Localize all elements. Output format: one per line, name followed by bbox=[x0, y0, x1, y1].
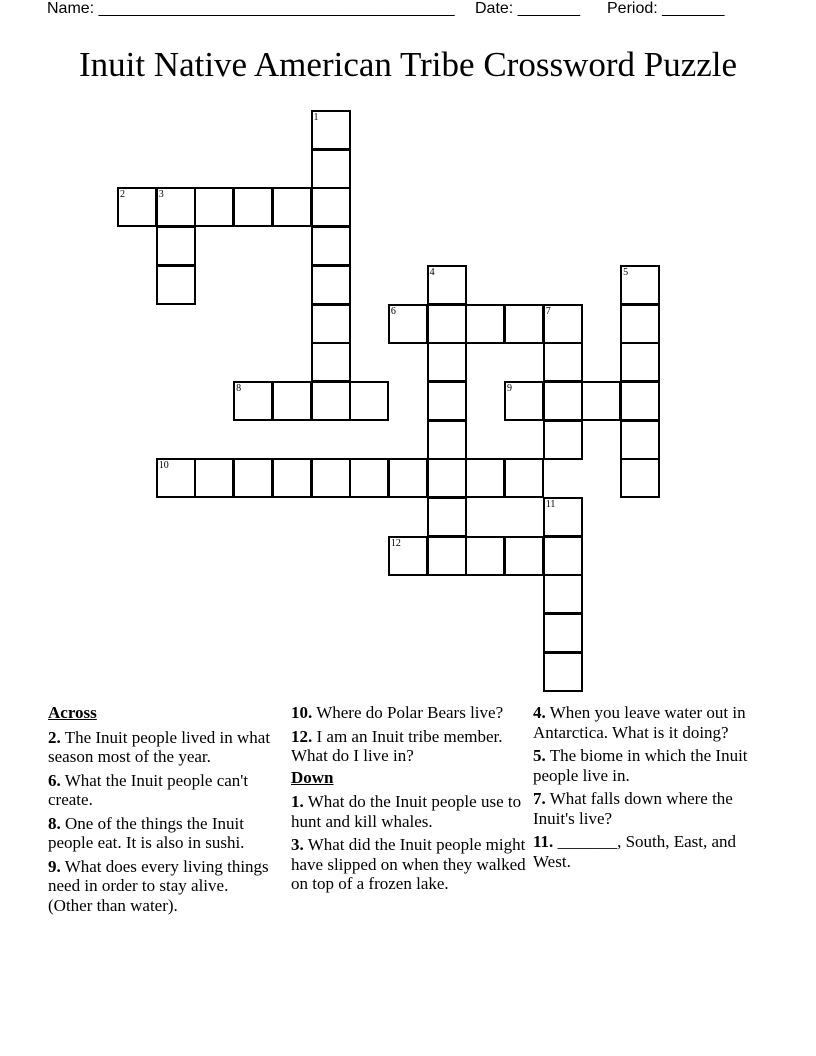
clues-column-3 bbox=[533, 703, 763, 875]
clues-column-2 bbox=[291, 703, 527, 898]
crossword-cell[interactable] bbox=[349, 458, 389, 498]
crossword-cell[interactable] bbox=[620, 420, 660, 460]
clue-across-8 bbox=[48, 814, 276, 853]
crossword-cell[interactable] bbox=[543, 420, 583, 460]
page-title: Inuit Native American Tribe Crossword Puzzle bbox=[78, 45, 738, 84]
clue-across-12 bbox=[291, 727, 527, 766]
crossword-cell[interactable] bbox=[117, 187, 157, 227]
clue-text: _______, South, East, and West. bbox=[533, 832, 737, 871]
clue-number-label: 2 bbox=[120, 189, 125, 201]
crossword-cell[interactable] bbox=[311, 381, 351, 421]
crossword-cell[interactable] bbox=[620, 381, 660, 421]
clue-across-9 bbox=[48, 857, 276, 916]
crossword-cell[interactable] bbox=[194, 187, 234, 227]
across-heading: Across bbox=[48, 703, 97, 722]
crossword-cell[interactable] bbox=[427, 265, 467, 305]
crossword-cell[interactable] bbox=[272, 187, 312, 227]
clue-number-label: 10 bbox=[158, 460, 169, 472]
clue-number: 11. bbox=[533, 832, 554, 851]
clue-number: 6. bbox=[48, 770, 61, 790]
clue-across-6 bbox=[48, 771, 276, 810]
crossword-cell[interactable] bbox=[233, 381, 273, 421]
clue-number: 3. bbox=[291, 835, 304, 854]
name-field[interactable]: Name: ________________________________________ bbox=[47, 0, 455, 17]
clue-number-label: 8 bbox=[236, 382, 242, 394]
crossword-cell[interactable] bbox=[543, 574, 583, 614]
clue-number-label: 7 bbox=[545, 305, 551, 317]
clue-number: 5. bbox=[533, 746, 546, 765]
crossword-cell[interactable] bbox=[620, 342, 660, 382]
crossword-cell[interactable] bbox=[620, 265, 660, 305]
clue-number: 9. bbox=[48, 856, 61, 876]
clue-down-11 bbox=[533, 832, 763, 871]
crossword-cell[interactable] bbox=[504, 381, 544, 421]
clue-number: 4. bbox=[533, 703, 546, 722]
crossword-cell[interactable] bbox=[543, 381, 583, 421]
crossword-cell[interactable] bbox=[233, 187, 273, 227]
clue-number-label: 5 bbox=[623, 266, 629, 278]
clue-number: 7. bbox=[533, 789, 546, 808]
crossword-cell[interactable] bbox=[311, 187, 351, 227]
clue-number-label: 6 bbox=[390, 305, 396, 317]
clue-number-label: 4 bbox=[429, 266, 435, 278]
clue-number-label: 11 bbox=[545, 499, 556, 510]
clue-text: What do the Inuit people use to hunt and kill whales. bbox=[291, 792, 522, 831]
clue-text: I am an Inuit tribe member. What do I live in? bbox=[291, 726, 503, 765]
crossword-cell[interactable] bbox=[311, 149, 351, 189]
crossword-cell[interactable] bbox=[427, 304, 467, 344]
crossword-cell[interactable] bbox=[388, 458, 428, 498]
crossword-cell[interactable] bbox=[156, 226, 196, 266]
crossword-cell[interactable] bbox=[504, 304, 544, 344]
crossword-cell[interactable] bbox=[156, 187, 196, 227]
crossword-cell[interactable] bbox=[427, 536, 467, 576]
crossword-cell[interactable] bbox=[156, 265, 196, 305]
clue-across-10 bbox=[291, 703, 527, 723]
clue-number: 2. bbox=[48, 727, 61, 747]
crossword-cell[interactable] bbox=[543, 304, 583, 344]
crossword-cell[interactable] bbox=[427, 420, 467, 460]
date-field[interactable]: Date: _______ bbox=[475, 0, 580, 17]
clue-down-7 bbox=[533, 789, 763, 828]
crossword-cell[interactable] bbox=[465, 458, 505, 498]
period-field[interactable]: Period: _______ bbox=[607, 0, 725, 17]
clue-text: Where do Polar Bears live? bbox=[312, 703, 504, 722]
clue-text: The Inuit people lived in what season most of the year. bbox=[48, 727, 271, 766]
crossword-cell[interactable] bbox=[543, 536, 583, 576]
clue-number-label: 1 bbox=[313, 112, 319, 123]
clue-text: What does every living things need in order to stay alive. (Other than water). bbox=[48, 856, 269, 915]
down-heading: Down bbox=[291, 767, 334, 787]
clue-number-label: 3 bbox=[158, 189, 164, 201]
crossword-cell[interactable] bbox=[543, 652, 583, 692]
clue-text: The biome in which the Inuit people live in. bbox=[533, 746, 748, 785]
crossword-cell[interactable] bbox=[311, 110, 351, 150]
clue-text: What did the Inuit people might have slipped on when they walked on top of a frozen lake. bbox=[291, 835, 526, 893]
clue-number: 1. bbox=[291, 792, 304, 811]
clue-across-2 bbox=[48, 728, 276, 767]
crossword-cell[interactable] bbox=[388, 304, 428, 344]
crossword-cell[interactable] bbox=[543, 497, 583, 537]
crossword-cell[interactable] bbox=[388, 536, 428, 576]
crossword-cell[interactable] bbox=[427, 381, 467, 421]
clues-column-1 bbox=[48, 703, 276, 919]
clue-down-5 bbox=[533, 746, 763, 785]
crossword-cell[interactable] bbox=[156, 458, 196, 498]
clue-down-1 bbox=[291, 792, 527, 831]
crossword-cell[interactable] bbox=[465, 536, 505, 576]
crossword-cell[interactable] bbox=[272, 381, 312, 421]
crossword-cell[interactable] bbox=[311, 342, 351, 382]
crossword-cell[interactable] bbox=[194, 458, 234, 498]
crossword-cell[interactable] bbox=[349, 381, 389, 421]
crossword-cell[interactable] bbox=[427, 458, 467, 498]
clue-number-label: 12 bbox=[390, 537, 401, 549]
crossword-cell[interactable] bbox=[427, 342, 467, 382]
crossword-cell[interactable] bbox=[233, 458, 273, 498]
crossword-cell[interactable] bbox=[620, 458, 660, 498]
clue-text: When you leave water out in Antarctica. What is it doing? bbox=[533, 703, 746, 742]
crossword-cell[interactable] bbox=[620, 304, 660, 344]
crossword-cell[interactable] bbox=[504, 458, 544, 498]
crossword-cell[interactable] bbox=[311, 458, 351, 498]
crossword-cell[interactable] bbox=[272, 458, 312, 498]
clue-down-4 bbox=[533, 703, 763, 742]
clue-number: 8. bbox=[48, 813, 61, 833]
crossword-cell[interactable] bbox=[427, 497, 467, 537]
crossword-cell[interactable] bbox=[311, 226, 351, 266]
clue-down-3 bbox=[291, 835, 527, 894]
clue-number: 10. bbox=[291, 703, 313, 722]
crossword-cell[interactable] bbox=[543, 342, 583, 382]
clue-text: What the Inuit people can't create. bbox=[48, 770, 249, 809]
crossword-cell[interactable] bbox=[465, 304, 505, 344]
crossword-cell[interactable] bbox=[543, 613, 583, 653]
crossword-cell[interactable] bbox=[581, 381, 621, 421]
crossword-cell[interactable] bbox=[504, 536, 544, 576]
clue-number-label: 9 bbox=[507, 382, 512, 394]
clue-text: What falls down where the Inuit's live? bbox=[533, 789, 733, 828]
crossword-cell[interactable] bbox=[311, 304, 351, 344]
crossword-cell[interactable] bbox=[311, 265, 351, 305]
clue-number: 12. bbox=[291, 726, 313, 746]
clue-text: One of the things the Inuit people eat. It is also in sushi. bbox=[48, 813, 245, 852]
